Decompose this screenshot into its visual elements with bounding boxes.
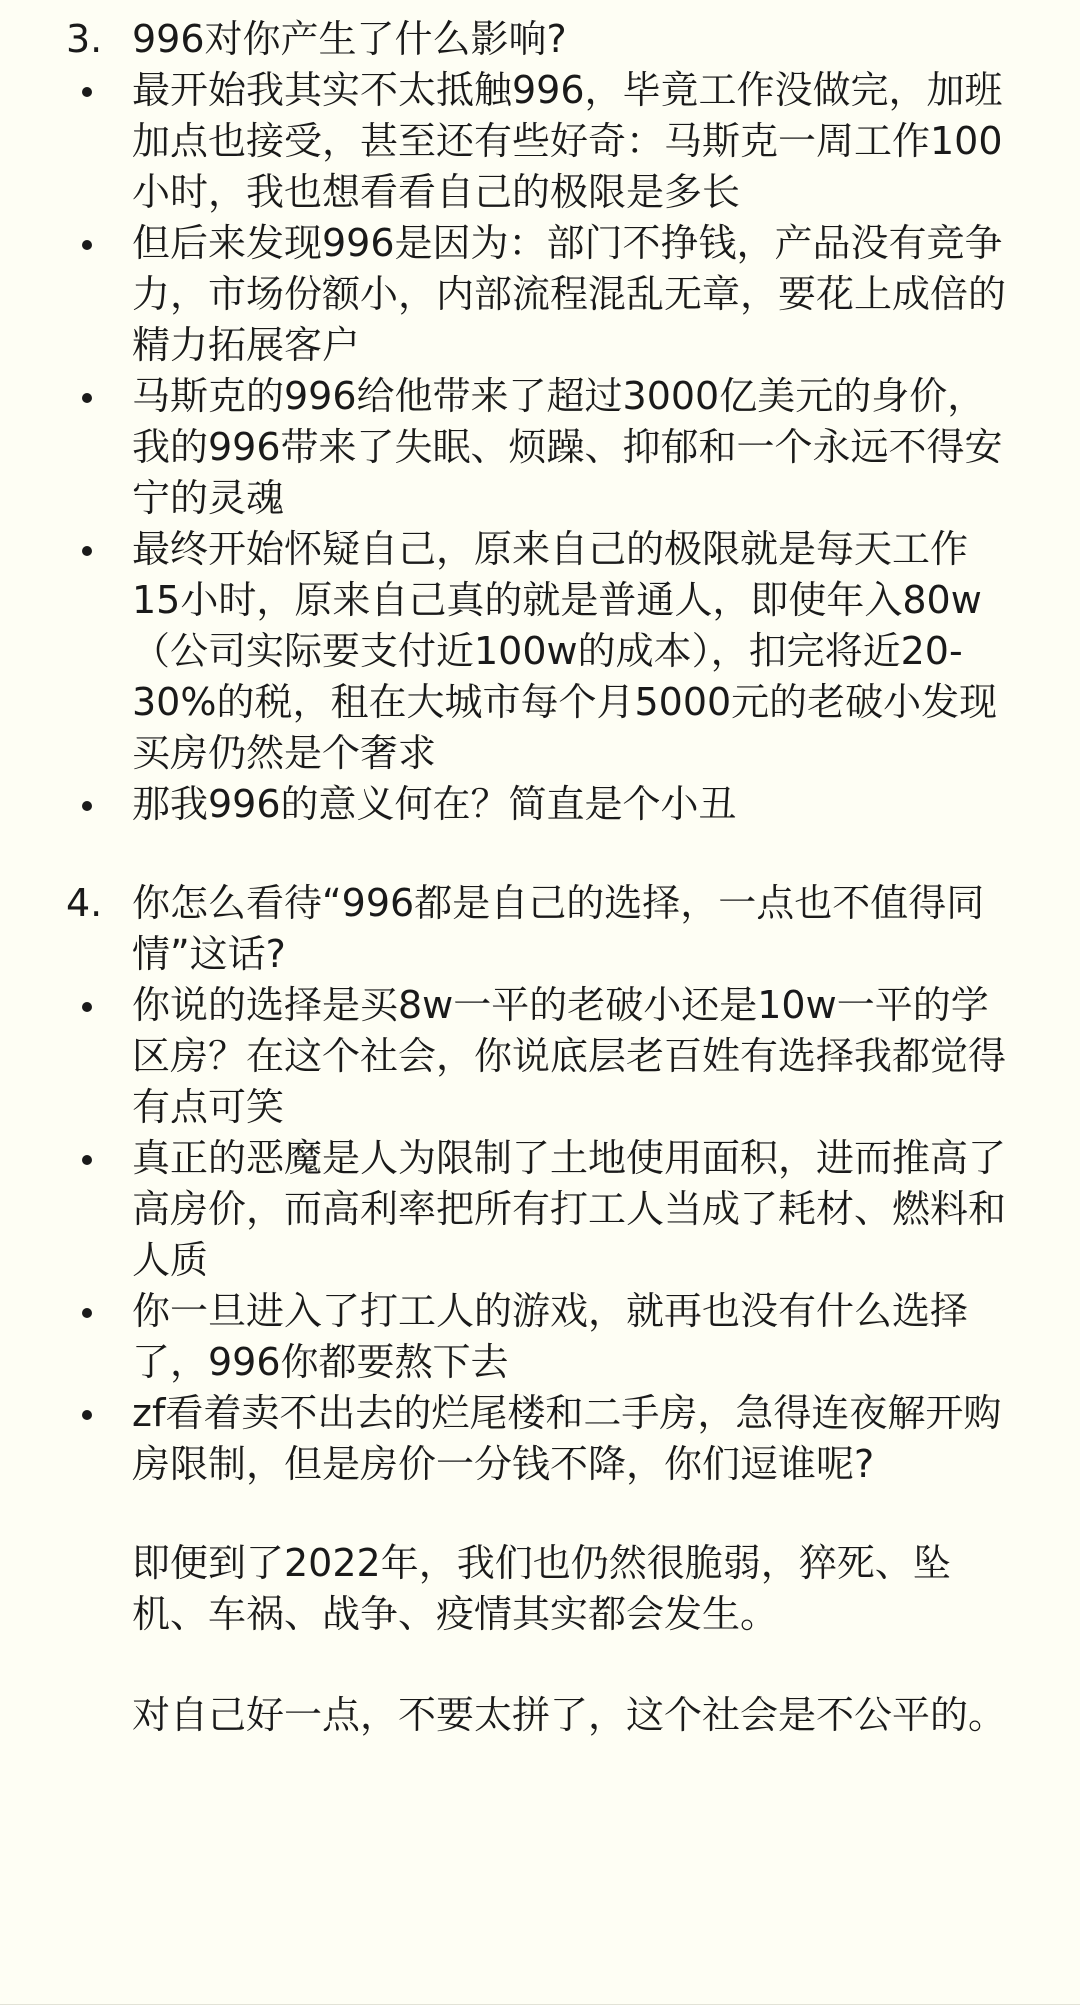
bullet-dot-icon [82,240,92,250]
question-4 [0,878,1010,980]
bullet-list-4 [0,980,1010,1490]
bullet-list-3 [0,65,1010,830]
list-item-text: 最开始我其实不太抵触996，毕竟工作没做完，加班加点也接受，甚至还有些好奇：马斯克一周工作100小时，我也想看看自己的极限是多长 [132,68,1003,214]
list-item-text: zf看着卖不出去的烂尾楼和二手房，急得连夜解开购房限制，但是房价一分钱不降，你们逗谁呢? [132,1391,1002,1486]
bullet-dot-icon [82,87,92,97]
bullet-dot-icon [82,1308,92,1318]
bullet-dot-icon [82,1410,92,1420]
question-number: 4. [66,881,103,925]
list-item [0,779,1010,830]
list-item-text: 最终开始怀疑自己，原来自己的极限就是每天工作15小时，原来自己真的就是普通人，即使年入80w（公司实际要支付近100w的成本），扣完将近20-30%的税，租在大城市每个月5000元的老破小发现买房仍然是个奢求 [132,527,998,775]
bullet-dot-icon [82,1002,92,1012]
list-item [0,371,1010,524]
closing-paragraph-2: 对自己好一点，不要太拼了，这个社会是不公平的。 [132,1693,1007,1737]
list-item-text: 但后来发现996是因为：部门不挣钱，产品没有竞争力，市场份额小，内部流程混乱无章，要花上成倍的精力拓展客户 [132,221,1007,367]
list-item-text: 马斯克的996给他带来了超过3000亿美元的身价，我的996带来了失眠、烦躁、抑郁和一个永远不得安宁的灵魂 [132,374,1003,520]
list-item-text: 你一旦进入了打工人的游戏，就再也没有什么选择了，996你都要熬下去 [132,1289,969,1384]
list-item [0,1388,1010,1490]
list-item-text: 你说的选择是买8w一平的老破小还是10w一平的学区房？在这个社会，你说底层老百姓有选择我都觉得有点可笑 [132,983,1007,1129]
bullet-dot-icon [82,546,92,556]
question-text: 你怎么看待“996都是自己的选择，一点也不值得同情”这话? [132,881,985,976]
list-item-text: 那我996的意义何在？简直是个小丑 [132,782,737,826]
list-item [0,1133,1010,1286]
bullet-dot-icon [82,801,92,811]
closing-paragraph-1: 即便到了2022年，我们也仍然很脆弱，猝死、坠机、车祸、战争、疫情其实都会发生。 [132,1541,951,1636]
question-3 [0,14,1010,65]
list-item [0,1286,1010,1388]
list-item [0,524,1010,779]
question-number: 3. [66,17,103,61]
list-item-text: 真正的恶魔是人为限制了土地使用面积，进而推高了高房价，而高利率把所有打工人当成了耗材、燃料和人质 [132,1136,1007,1282]
list-item [0,65,1010,218]
bullet-dot-icon [82,1155,92,1165]
question-text: 996对你产生了什么影响? [132,17,567,61]
list-item [0,980,1010,1133]
list-item [0,218,1010,371]
bullet-dot-icon [82,393,92,403]
